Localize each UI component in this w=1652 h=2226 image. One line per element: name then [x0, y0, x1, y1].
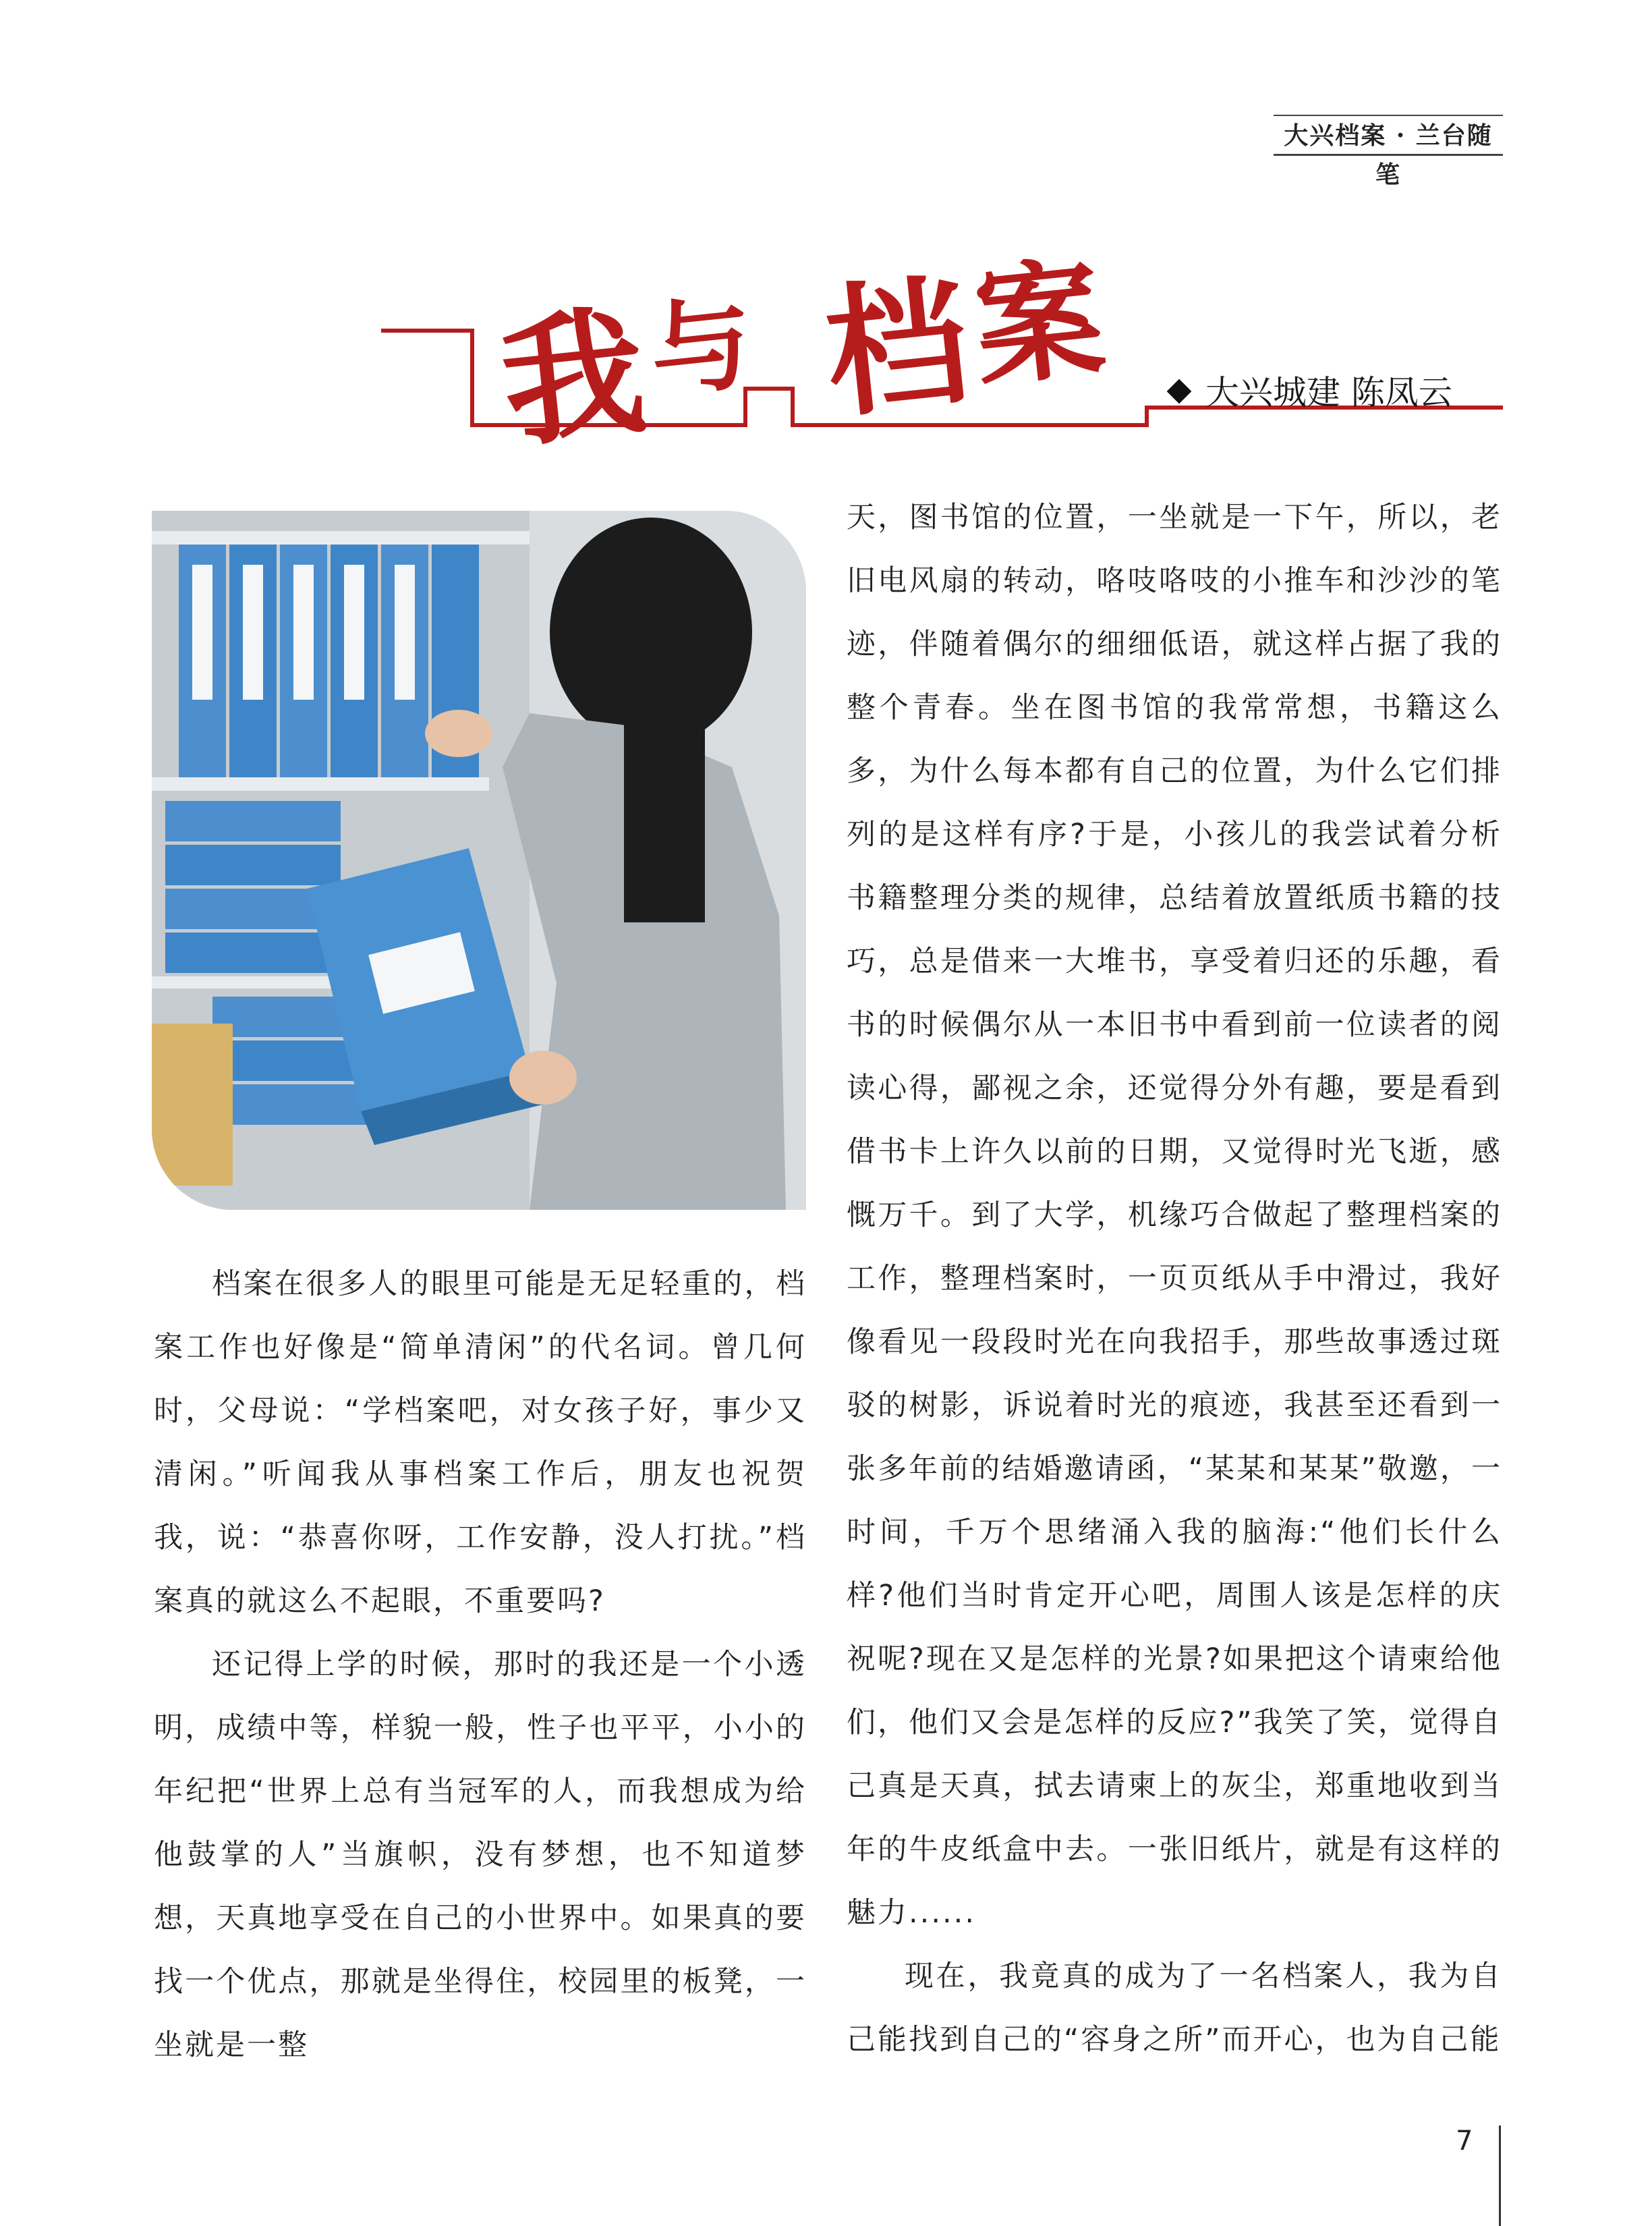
paragraph: 现在，我竟真的成为了一名档案人，我为自己能找到自己的“容身之所”而开心，也为自己能	[847, 1959, 1502, 2057]
article-photo	[152, 511, 806, 1210]
right-column	[847, 486, 1502, 2071]
diamond-icon	[1167, 379, 1192, 404]
section-label: 大兴档案 · 兰台随笔	[1284, 121, 1493, 189]
page-rule	[1499, 2125, 1501, 2226]
paragraph: 还记得上学的时候，那时的我还是一个小透明，成绩中等，样貌一般，性子也平平，小小的年纪把“世界上总有当冠军的人，而我想成为给他鼓掌的人”当旗帜，没有梦想，也不知道梦想，天真地享受在自己的小世界中。如果真的要找一个优点，那就是坐得住，校园里的板凳，一坐就是一整	[154, 1648, 807, 2062]
page-number: 7	[1456, 2125, 1473, 2157]
title-char-2: 与	[645, 283, 758, 412]
title-char-1: 我	[494, 287, 653, 468]
photo-illustration	[152, 511, 806, 1210]
left-column	[154, 1252, 807, 2077]
paragraph: 天，图书馆的位置，一坐就是一下午，所以，老旧电风扇的转动，咯吱咯吱的小推车和沙沙的笔迹，伴随着偶尔的细细低语，就这样占据了我的整个青春。坐在图书馆的我常常想，书籍这么多，为什么每本都有自己的位置，为什么它们排列的是这样有序?于是，小孩儿的我尝试着分析书籍整理分类的规律，总结着放置纸质书籍的技巧，总是借来一大堆书，享受着归还的乐趣，看书的时候偶尔从一本旧书中看到前一位读者的阅读心得，鄙视之余，还觉得分外有趣，要是看到借书卡上许久以前的日期，又觉得时光飞逝，感慨万千。到了大学，机缘巧合做起了整理档案的工作，整理档案时，一页页纸从手中滑过，我好像看见一段段时光在向我招手，那些故事透过斑驳的树影，诉说着时光的痕迹，我甚至还看到一张多年前的结婚邀请函，“某某和某某”敬邀，一时间，千万个思绪涌入我的脑海:“他们长什么样?他们当时肯定开心吧，周围人该是怎样的庆祝呢?现在又是怎样的光景?如果把这个请柬给他们，他们又会是怎样的反应?”我笑了笑，觉得自己真是天真，拭去请柬上的灰尘，郑重地收到当年的牛皮纸盒中去。一张旧纸片，就是有这样的魅力......	[847, 501, 1502, 1930]
byline-text: 大兴城建 陈凤云	[1205, 373, 1452, 412]
paragraph: 档案在很多人的眼里可能是无足轻重的，档案工作也好像是“简单清闲”的代名词。曾几何时，父母说：“学档案吧，对女孩子好，事少又清闲。”听闻我从事档案工作后，朋友也祝贺我，说：“恭喜你呀，工作安静，没人打扰。”档案真的就这么不起眼，不重要吗?	[154, 1267, 807, 1618]
title-char-4: 案	[967, 242, 1111, 406]
title-char-3: 档	[818, 256, 977, 438]
byline	[1170, 372, 1452, 413]
